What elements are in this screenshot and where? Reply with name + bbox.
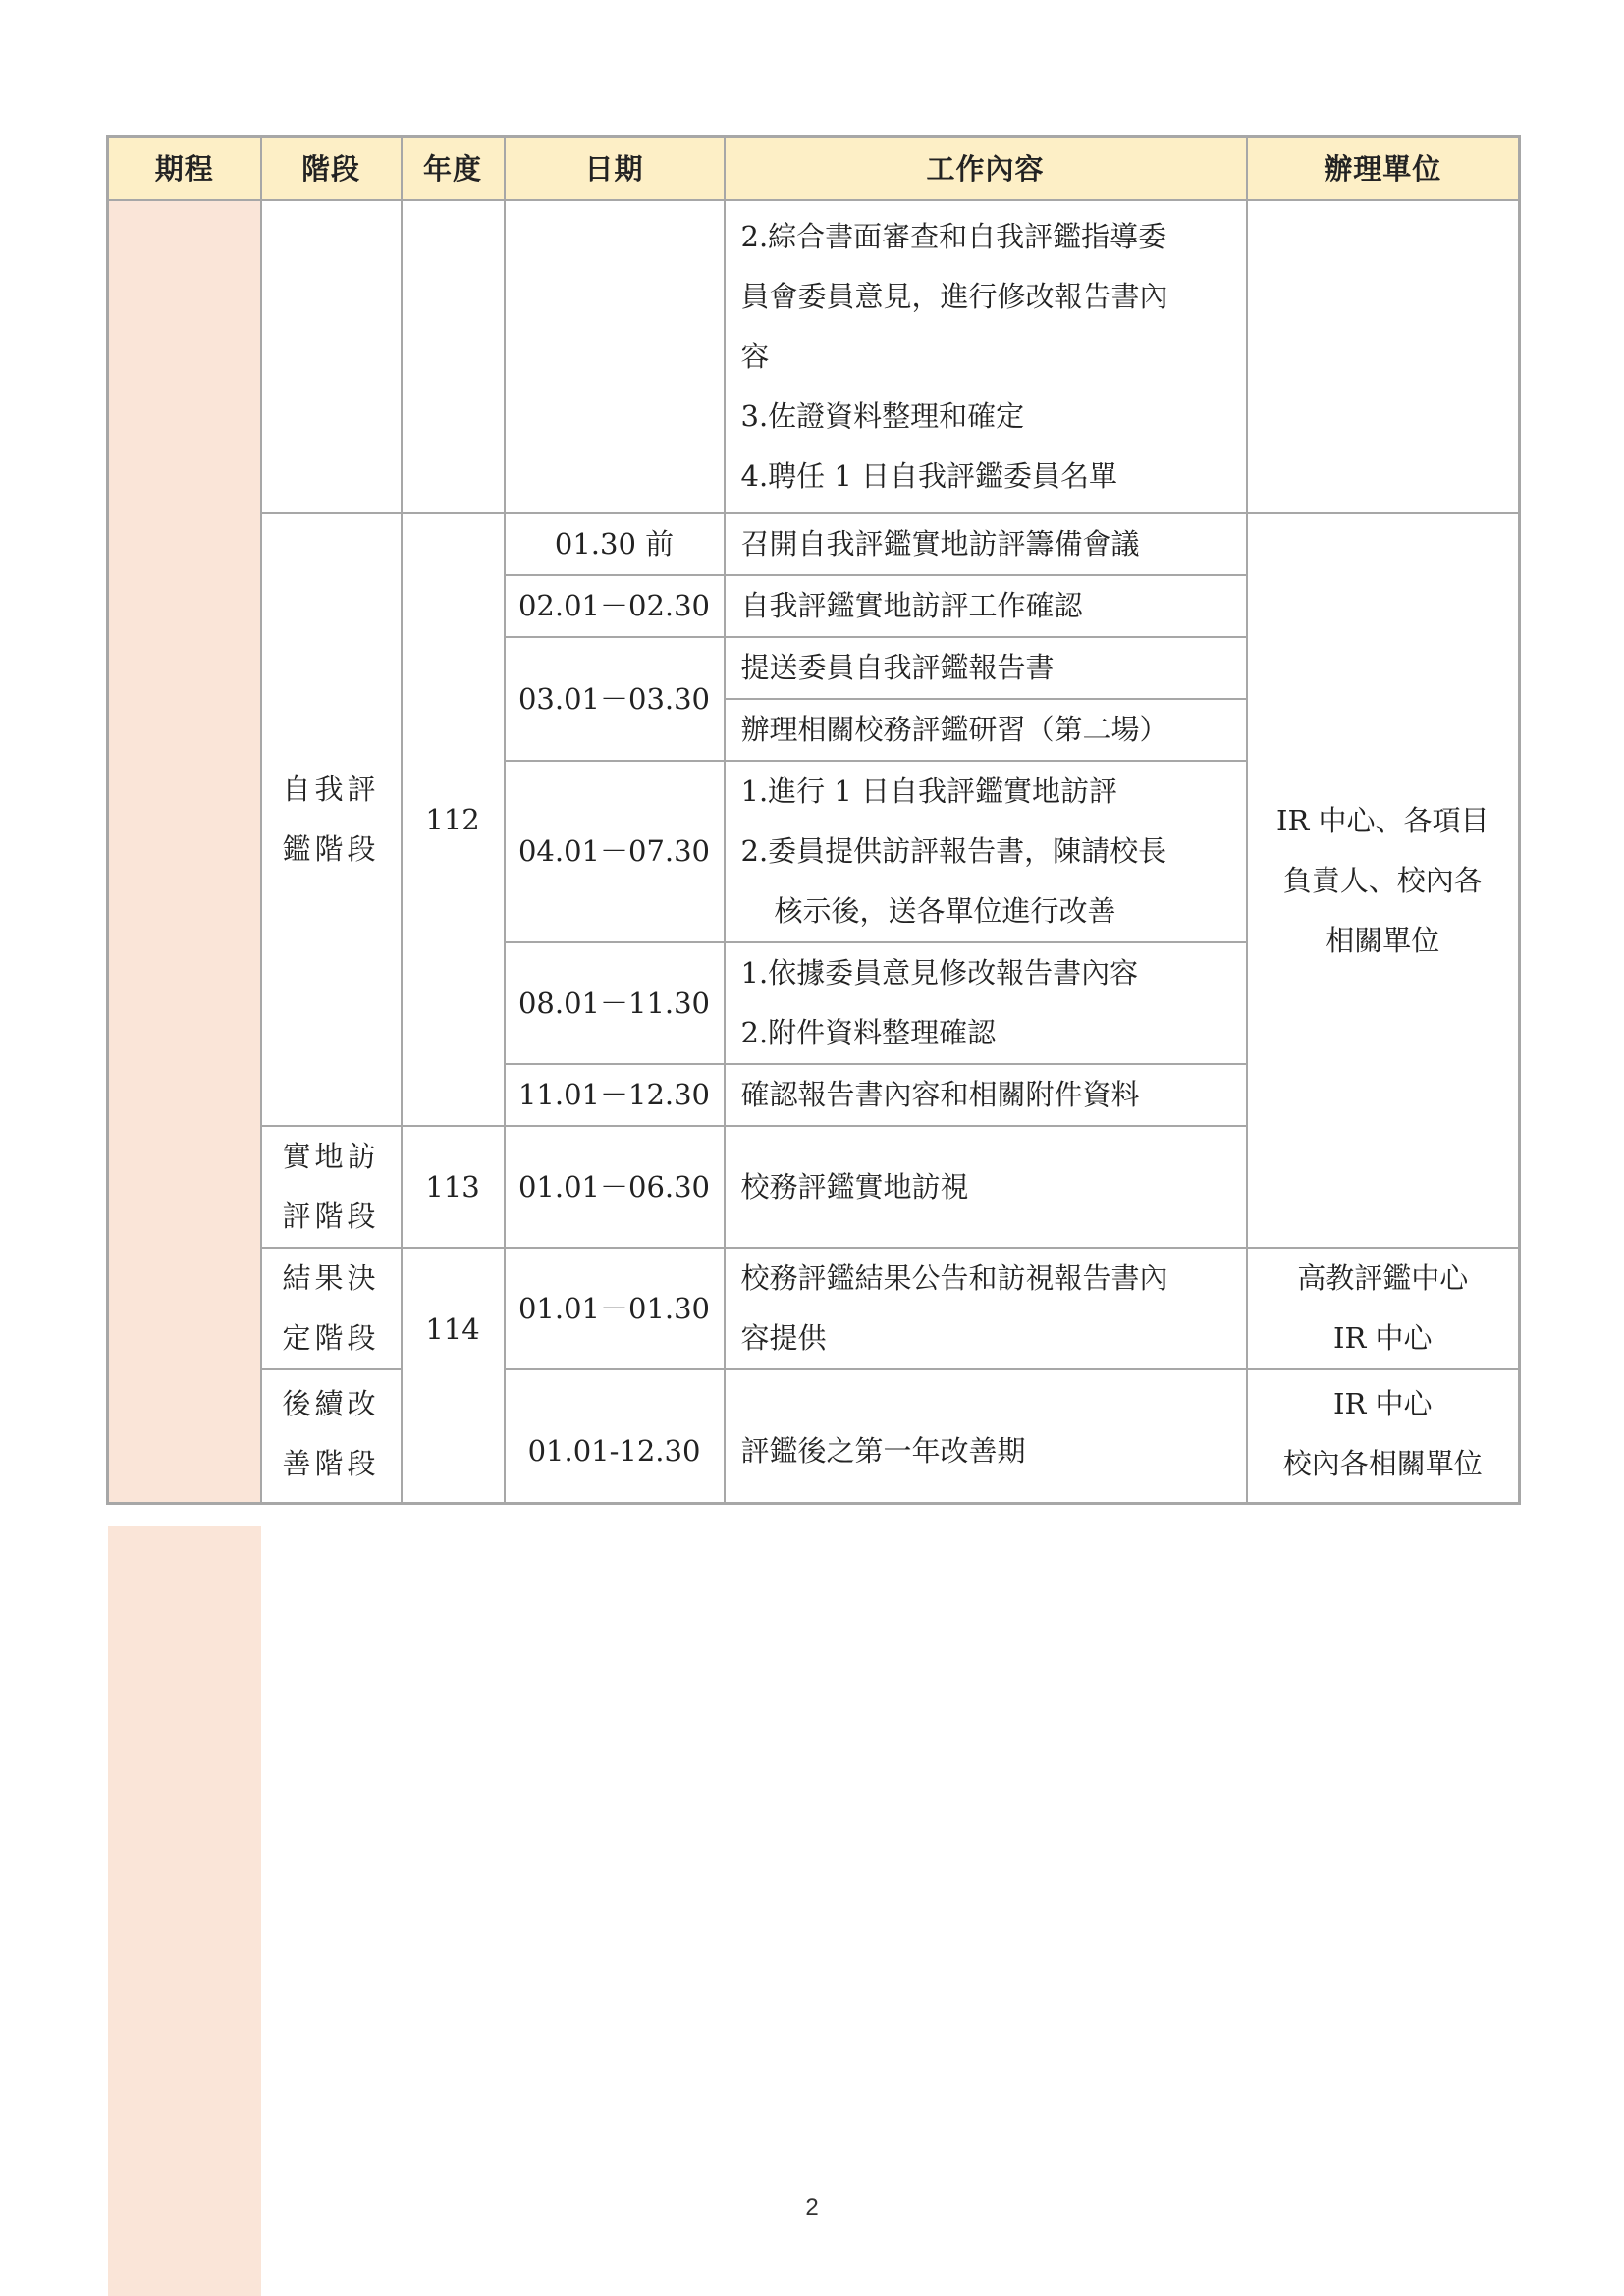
header-row xyxy=(108,137,1520,201)
unit-cell-self-eval xyxy=(1247,513,1520,1248)
unit-line: 高教評鑑中心 xyxy=(1297,1261,1469,1295)
unit-cell-empty xyxy=(1247,200,1520,513)
stage-line: 結果決 xyxy=(282,1261,380,1295)
unit-line: IR 中心 xyxy=(1332,1387,1433,1420)
stage-line: 實地訪 xyxy=(282,1140,380,1173)
unit-line: 校內各相關單位 xyxy=(1282,1447,1483,1480)
work-line: 2.委員提供訪評報告書，陳請校長 xyxy=(740,834,1167,868)
work-line: 提送委員自我評鑑報告書 xyxy=(740,651,1055,684)
unit-line: 負責人、校內各 xyxy=(1282,863,1483,897)
work-line: 評鑑後之第一年改善期 xyxy=(740,1433,1026,1468)
table-row xyxy=(108,1369,1520,1504)
date-cell-empty xyxy=(505,200,725,513)
date-cell: 02.01－02.30 xyxy=(505,575,725,637)
date-cell: 01.01－01.30 xyxy=(505,1248,725,1369)
stage-cell-site-visit xyxy=(261,1126,402,1248)
stage-cell-empty xyxy=(261,200,402,513)
work-cell xyxy=(725,761,1247,942)
stage-cell-follow-up xyxy=(261,1369,402,1504)
date-cell: 11.01－12.30 xyxy=(505,1064,725,1126)
table-row xyxy=(108,1248,1520,1369)
work-line: 2.附件資料整理確認 xyxy=(740,1016,997,1049)
period-column-background xyxy=(108,1526,261,2296)
stage-line: 評階段 xyxy=(282,1200,380,1233)
work-cell xyxy=(725,637,1247,699)
work-line: 2.綜合書面審查和自我評鑑指導委 xyxy=(740,220,1167,253)
work-line: 確認報告書內容和相關附件資料 xyxy=(740,1078,1140,1111)
stage-line: 自我評 xyxy=(282,773,380,806)
work-cell xyxy=(725,1369,1247,1504)
date-cell: 01.01-12.30 xyxy=(505,1369,725,1504)
work-cell xyxy=(725,1248,1247,1369)
date-cell: 04.01－07.30 xyxy=(505,761,725,942)
work-cell xyxy=(725,942,1247,1064)
date-cell: 08.01－11.30 xyxy=(505,942,725,1064)
stage-line: 後續改 xyxy=(282,1387,380,1420)
evaluation-schedule-table xyxy=(106,135,1521,1505)
unit-line: 相關單位 xyxy=(1326,923,1440,957)
work-line: 校務評鑑實地訪視 xyxy=(740,1169,969,1203)
work-line: 1.進行 1 日自我評鑑實地訪評 xyxy=(740,774,1118,808)
table-row-continued xyxy=(108,200,1520,513)
stage-cell-self-eval xyxy=(261,513,402,1126)
date-cell: 03.01－03.30 xyxy=(505,637,725,761)
header-period: 期程 xyxy=(108,137,261,201)
work-cell-continued xyxy=(725,200,1247,513)
header-work: 工作內容 xyxy=(725,137,1247,201)
unit-cell-result xyxy=(1247,1248,1520,1369)
work-line: 校務評鑑結果公告和訪視報告書內 xyxy=(740,1261,1168,1295)
year-cell-empty xyxy=(402,200,505,513)
work-line: 4.聘任 1 日自我評鑑委員名單 xyxy=(740,459,1118,493)
date-cell: 01.30 前 xyxy=(505,513,725,575)
header-date: 日期 xyxy=(505,137,725,201)
stage-line: 鑑階段 xyxy=(282,832,380,866)
work-line: 核示後，送各單位進行改善 xyxy=(774,894,1116,928)
work-line: 員會委員意見，進行修改報告書內 xyxy=(740,280,1168,313)
work-cell xyxy=(725,699,1247,761)
year-cell-114: 114 xyxy=(402,1248,505,1504)
unit-line: IR 中心、各項目 xyxy=(1275,803,1489,837)
work-line: 容提供 xyxy=(740,1321,827,1355)
header-unit: 辦理單位 xyxy=(1247,137,1520,201)
date-cell: 01.01－06.30 xyxy=(505,1126,725,1248)
stage-cell-result xyxy=(261,1248,402,1369)
work-cell xyxy=(725,1126,1247,1248)
work-line: 召開自我評鑑實地訪評籌備會議 xyxy=(740,527,1140,561)
table-row xyxy=(108,513,1520,575)
page-number: 2 xyxy=(805,2194,819,2220)
work-line: 自我評鑑實地訪評工作確認 xyxy=(740,589,1083,622)
work-line: 1.依據委員意見修改報告書內容 xyxy=(740,956,1139,989)
work-line: 容 xyxy=(740,340,770,373)
stage-line: 定階段 xyxy=(282,1321,380,1355)
year-cell-112: 112 xyxy=(402,513,505,1126)
header-year: 年度 xyxy=(402,137,505,201)
period-cell xyxy=(108,200,261,1504)
work-cell xyxy=(725,575,1247,637)
work-line: 辦理相關校務評鑑研習（第二場） xyxy=(740,713,1168,746)
work-cell xyxy=(725,1064,1247,1126)
work-line: 3.佐證資料整理和確定 xyxy=(740,400,1025,433)
work-cell xyxy=(725,513,1247,575)
unit-line: IR 中心 xyxy=(1332,1321,1433,1355)
year-cell-113: 113 xyxy=(402,1126,505,1248)
header-stage: 階段 xyxy=(261,137,402,201)
stage-line: 善階段 xyxy=(282,1447,380,1480)
unit-cell-follow-up xyxy=(1247,1369,1520,1504)
